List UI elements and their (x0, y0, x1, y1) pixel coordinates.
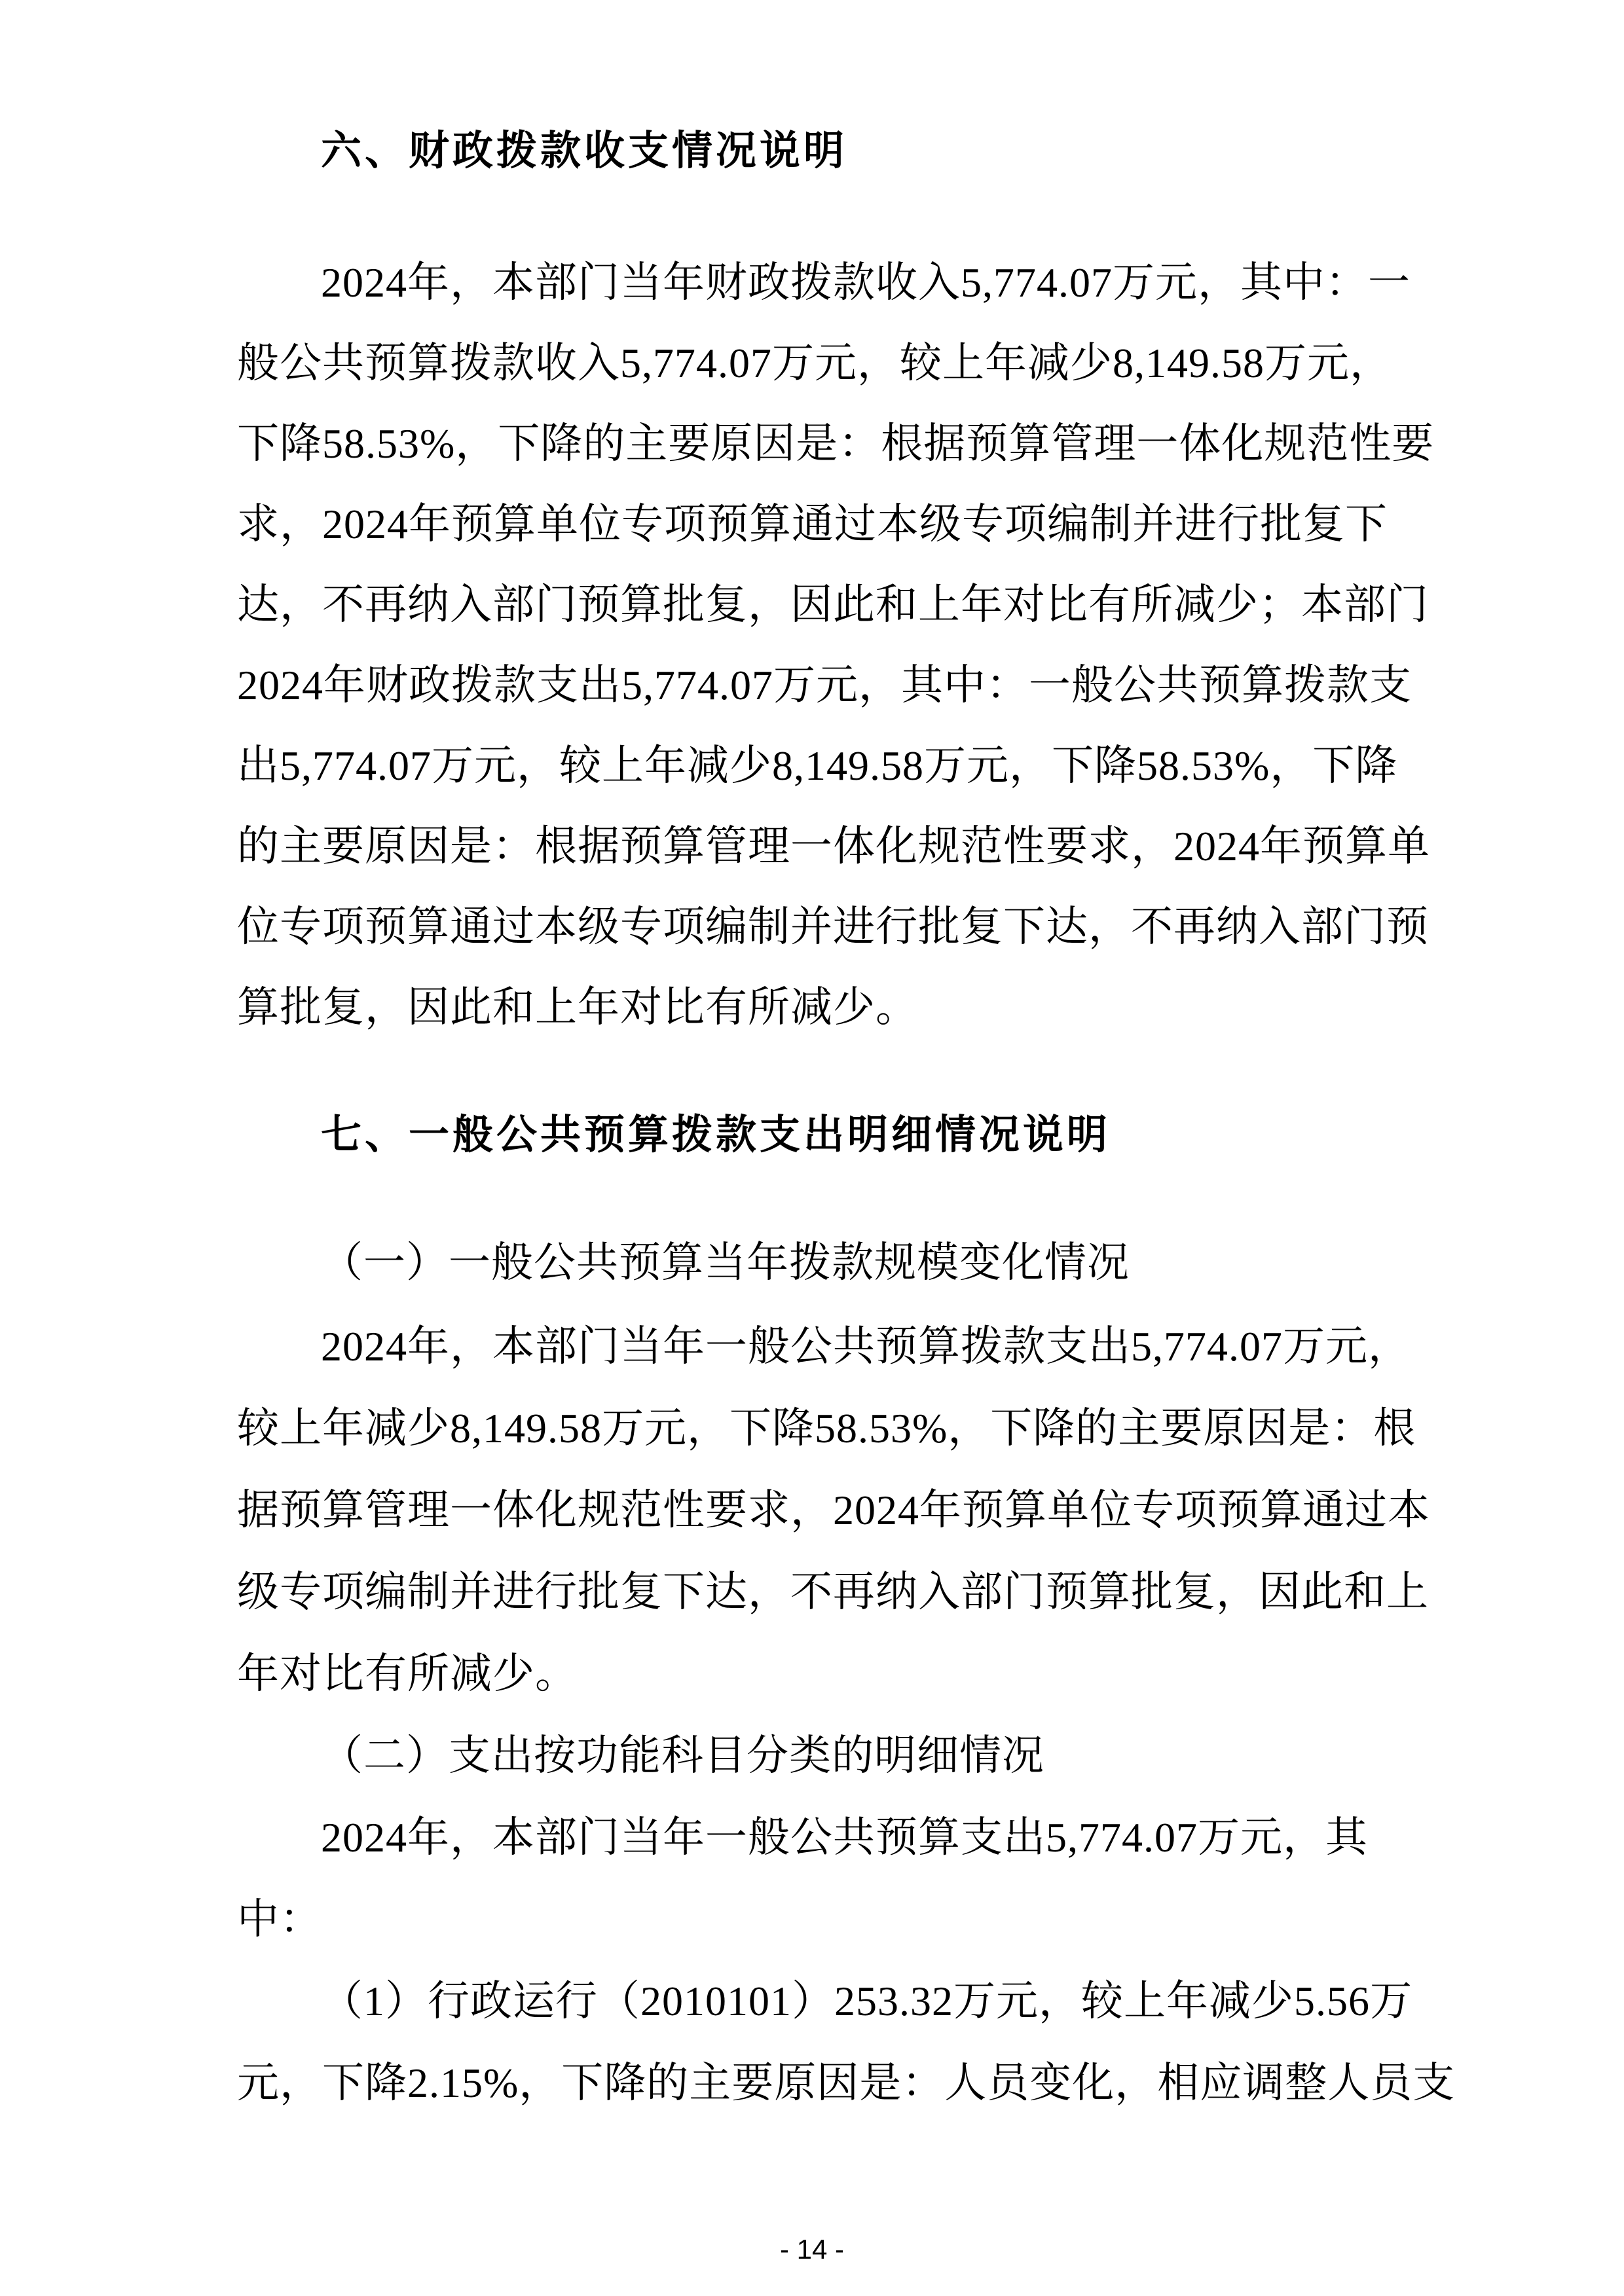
text-line: 下降58.53%，下降的主要原因是：根据预算管理一体化规范性要 (237, 420, 1435, 467)
text-line: 出5,774.07万元，较上年减少8,149.58万元，下降58.53%，下降 (237, 742, 1398, 789)
text-line: 中： (237, 1896, 322, 1942)
subheading-7-1: （一）一般公共预算当年拨款规模变化情况 (321, 1239, 1130, 1286)
text-line: 2024年，本部门当年一般公共预算支出5,774.07万元，其 (321, 1814, 1368, 1861)
text-line: 据预算管理一体化规范性要求，2024年预算单位专项预算通过本 (237, 1487, 1430, 1533)
text-line: 元，下降2.15%，下降的主要原因是：人员变化，相应调整人员支 (237, 2060, 1456, 2106)
section-heading-7: 七、一般公共预算拨款支出明细情况说明 (321, 1112, 1111, 1157)
text-line: 达，不再纳入部门预算批复，因此和上年对比有所减少；本部门 (237, 581, 1429, 628)
page-number: - 14 - (779, 2234, 845, 2265)
text-line: 位专项预算通过本级专项编制并进行批复下达，不再纳入部门预 (237, 903, 1429, 950)
text-line: 较上年减少8,149.58万元，下降58.53%，下降的主要原因是：根 (237, 1405, 1416, 1451)
text-line: 2024年，本部门当年财政拨款收入5,774.07万元，其中：一 (321, 259, 1411, 306)
text-line: 年对比有所减少。 (237, 1650, 578, 1697)
text-line: 级专项编制并进行批复下达，不再纳入部门预算批复，因此和上 (237, 1569, 1429, 1615)
text-line: 求，2024年预算单位专项预算通过本级专项编制并进行批复下 (237, 501, 1388, 547)
subheading-7-2: （二）支出按功能科目分类的明细情况 (321, 1732, 1044, 1779)
text-line: 般公共预算拨款收入5,774.07万元，较上年减少8,149.58万元， (237, 340, 1392, 386)
text-line: 算批复，因此和上年对比有所减少。 (237, 984, 918, 1030)
text-line: 2024年财政拨款支出5,774.07万元，其中：一般公共预算拨款支 (237, 662, 1412, 708)
text-line: 2024年，本部门当年一般公共预算拨款支出5,774.07万元， (321, 1323, 1411, 1370)
text-line: （1）行政运行（2010101）253.32万元，较上年减少5.56万 (321, 1978, 1412, 2024)
text-line: 的主要原因是：根据预算管理一体化规范性要求，2024年预算单 (237, 823, 1430, 869)
section-heading-6: 六、财政拨款收支情况说明 (321, 128, 848, 173)
